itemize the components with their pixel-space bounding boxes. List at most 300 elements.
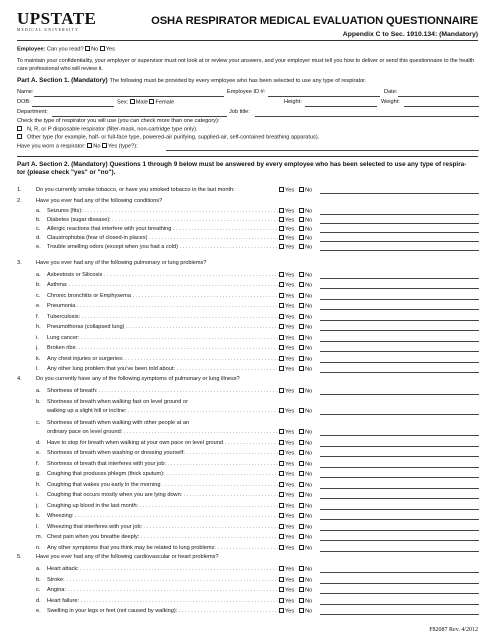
question-number: 3. (17, 260, 22, 266)
employee-read-row (17, 46, 115, 53)
sub-letter: a. (36, 272, 41, 278)
sub-question: Wheezing: . . . (47, 513, 279, 520)
sub-question: Tuberculosis: . . . (47, 314, 279, 321)
department-label: Department: (17, 109, 48, 115)
yes-label: Yes (285, 408, 295, 415)
sub-question: Any chest injuries or surgeries: . . . (47, 356, 279, 363)
male-checkbox[interactable] (130, 99, 135, 104)
yes-no-q3-1 (279, 282, 312, 289)
yes-no-q4-6 (279, 503, 312, 510)
yes-label: Yes (285, 503, 295, 510)
answer-line[interactable] (320, 309, 479, 310)
no-checkbox[interactable] (299, 208, 304, 213)
dob-field[interactable] (32, 106, 114, 107)
yes-label: Yes (285, 208, 295, 215)
yes-checkbox[interactable] (279, 314, 284, 319)
yes-label: Yes (285, 217, 295, 224)
respirator-type-a-checkbox[interactable] (17, 126, 22, 131)
no-checkbox[interactable] (299, 440, 304, 445)
question-number: 1. (17, 187, 22, 193)
yes-label: Yes (285, 314, 295, 321)
sub-letter: j. (36, 502, 39, 509)
sub-letter: d. (36, 235, 41, 242)
sub-question: Any other lung problem that you've been told about: . . . (47, 366, 279, 373)
answer-line[interactable] (320, 540, 479, 541)
employee-id-field[interactable] (268, 96, 380, 97)
yes-label: Yes (285, 461, 295, 468)
no-label: No (305, 608, 313, 615)
yes-checkbox[interactable] (279, 587, 284, 592)
yes-checkbox[interactable] (279, 388, 284, 393)
yes-checkbox[interactable] (279, 324, 284, 329)
yes-checkbox[interactable] (279, 577, 284, 582)
yes-label: Yes (285, 524, 295, 531)
sub-question-line1: Shortness of breath when walking with other people at an (47, 420, 190, 426)
answer-line[interactable] (320, 583, 479, 584)
question-number: 4. (17, 376, 22, 382)
no-checkbox[interactable] (299, 534, 304, 539)
sub-letter: f. (36, 460, 40, 467)
sub-letter: c. (36, 587, 41, 593)
yes-label: Yes (285, 235, 295, 242)
yes-checkbox[interactable] (279, 450, 284, 455)
yes-no-q3-2 (279, 293, 312, 300)
yes-checkbox[interactable] (279, 335, 284, 340)
no-checkbox[interactable] (299, 388, 304, 393)
answer-line[interactable] (320, 250, 479, 251)
yes-no-q5-1 (279, 577, 312, 584)
no-label: No (305, 513, 313, 520)
can-read-no-label: No (91, 46, 99, 53)
can-read-question: Can you read? (46, 46, 84, 53)
yes-no-q4-4 (279, 482, 312, 489)
part1-heading-row (17, 77, 366, 85)
yes-no-q2-3 (279, 235, 312, 242)
yes-label: Yes (285, 513, 295, 520)
yes-no-q4-1 (279, 450, 312, 457)
yes-label: Yes (285, 450, 295, 457)
sub-letter: b. (36, 282, 41, 289)
answer-line[interactable] (320, 278, 479, 279)
no-checkbox[interactable] (299, 482, 304, 487)
yes-checkbox[interactable] (279, 303, 284, 308)
worn-respirator-row (17, 143, 138, 150)
employee-id-label: Employee ID #: (227, 89, 266, 95)
document-subtitle: Appendix C to Sec. 1910.134: (Mandatory) (342, 31, 478, 38)
sub-question: Lung cancer: . . . (47, 335, 279, 342)
female-label: Female (155, 99, 175, 106)
no-checkbox[interactable] (299, 303, 304, 308)
sub-letter: j. (36, 345, 39, 352)
yes-label: Yes (285, 492, 295, 499)
no-label: No (305, 598, 313, 604)
no-label: No (305, 545, 313, 551)
answer-line[interactable] (320, 362, 479, 363)
yes-label: Yes (285, 429, 295, 436)
answer-line[interactable] (320, 488, 479, 489)
worn-respirator-yes-label: Yes (type?): (108, 143, 138, 150)
answer-line[interactable] (320, 299, 479, 300)
sub-question: Heart failure: . . . (47, 598, 279, 605)
sub-letter: e. (36, 303, 41, 310)
sub-letter: i. (36, 492, 39, 499)
worn-respirator-no-checkbox[interactable] (87, 143, 92, 148)
respirator-type-instruction: Check the type of respirator you will use (you can check more than one category): (17, 118, 220, 124)
answer-line[interactable] (320, 351, 479, 352)
no-label: No (305, 492, 313, 499)
answer-line[interactable] (320, 223, 479, 224)
no-checkbox[interactable] (299, 598, 304, 603)
yes-label: Yes (285, 534, 295, 541)
question-text: Do you currently have any of the following symptoms of pulmonary or lung illness? (36, 376, 240, 382)
weight-label: Weight: (381, 99, 400, 105)
answer-line[interactable] (320, 572, 479, 573)
dob-label: DOB: (17, 99, 31, 105)
yes-checkbox[interactable] (279, 226, 284, 231)
answer-line[interactable] (320, 519, 479, 520)
sub-letter: d. (36, 440, 41, 446)
yes-no-q3-7 (279, 345, 312, 352)
sub-letter: i. (36, 334, 39, 341)
sub-question: Broken ribs: . . . (47, 345, 279, 352)
yes-no-q4-0 (279, 440, 312, 447)
yes-label: Yes (285, 335, 295, 342)
name-field[interactable] (34, 96, 224, 97)
can-read-yes-checkbox[interactable] (100, 46, 105, 51)
sub-question: Pneumonia . . . (47, 303, 279, 310)
no-label: No (305, 282, 313, 289)
yes-checkbox[interactable] (279, 356, 284, 361)
no-checkbox[interactable] (299, 356, 304, 361)
yes-no-q4-b (279, 408, 312, 415)
yes-no-q4-9 (279, 534, 312, 541)
yes-checkbox[interactable] (279, 598, 284, 603)
no-label: No (305, 408, 313, 415)
yes-checkbox[interactable] (279, 208, 284, 213)
sub-letter: m. (36, 534, 43, 541)
question-number: 2. (17, 198, 22, 204)
answer-line[interactable] (320, 435, 479, 436)
yes-no-q5-4 (279, 608, 312, 615)
yes-checkbox[interactable] (279, 608, 284, 613)
no-checkbox[interactable] (299, 608, 304, 613)
answer-line[interactable] (320, 456, 479, 457)
yes-no-q3-3 (279, 303, 312, 310)
department-field[interactable] (52, 116, 227, 117)
answer-line[interactable] (320, 509, 479, 510)
yes-checkbox[interactable] (279, 293, 284, 298)
no-checkbox[interactable] (299, 314, 304, 319)
date-label: Date: (384, 89, 398, 95)
question-text: Have you ever had any of the following pulmonary or lung problems? (36, 260, 207, 266)
no-label: No (305, 324, 313, 331)
yes-checkbox[interactable] (279, 408, 284, 413)
no-checkbox[interactable] (299, 524, 304, 529)
no-checkbox[interactable] (299, 345, 304, 350)
logo-wordmark: UPSTATE (17, 9, 97, 28)
sub-letter: f. (36, 313, 40, 320)
yes-no-q1 (279, 187, 312, 194)
sub-letter: l. (36, 523, 39, 530)
respirator-type-b-checkbox[interactable] (17, 134, 22, 139)
answer-line[interactable] (320, 372, 479, 373)
yes-no-q5-0 (279, 566, 312, 573)
yes-checkbox[interactable] (279, 503, 284, 508)
no-label: No (305, 293, 313, 300)
sub-question: Swelling in your legs or feet (not caused by walking): . . . (47, 608, 279, 615)
no-label: No (305, 314, 313, 321)
sub-question: Wheezing that interferes with your job: . . . (47, 524, 279, 531)
answer-line[interactable] (320, 551, 479, 552)
section-divider (17, 156, 478, 157)
height-field[interactable] (305, 106, 377, 107)
yes-no-q5-3 (279, 598, 312, 605)
no-checkbox[interactable] (299, 217, 304, 222)
yes-label: Yes (285, 345, 295, 352)
yes-label: Yes (285, 324, 295, 331)
answer-line[interactable] (320, 467, 479, 468)
no-checkbox[interactable] (299, 324, 304, 329)
height-label: Height: (284, 99, 302, 105)
sub-letter: c. (36, 292, 41, 299)
can-read-yes-label: Yes (105, 46, 115, 53)
weight-field[interactable] (404, 106, 479, 107)
answer-line[interactable] (320, 414, 479, 415)
no-label: No (305, 587, 313, 594)
no-checkbox[interactable] (299, 187, 304, 192)
no-checkbox[interactable] (299, 244, 304, 249)
yes-checkbox[interactable] (279, 244, 284, 249)
no-checkbox[interactable] (299, 293, 304, 298)
question-text: Have you ever had any of the following cardiovascular or heart problems? (36, 554, 219, 560)
sub-letter: h. (36, 481, 41, 488)
sub-letter: a. (36, 566, 41, 572)
worn-respirator-question: Have you worn a respirator: (17, 143, 86, 150)
yes-checkbox[interactable] (279, 272, 284, 277)
date-field[interactable] (398, 96, 479, 97)
no-checkbox[interactable] (299, 566, 304, 571)
part1-intro: The following must be provided by every employee who has been selected to use any type of respirator. (109, 78, 367, 84)
no-checkbox[interactable] (299, 545, 304, 550)
respirator-type-field[interactable] (166, 150, 479, 151)
part1-heading: Part A. Section 1. (Mandatory) (17, 77, 108, 84)
sub-question: Asbestosis or Silicosis . . . (47, 272, 279, 279)
yes-checkbox[interactable] (279, 461, 284, 466)
yes-checkbox[interactable] (279, 524, 284, 529)
no-checkbox[interactable] (299, 513, 304, 518)
no-label: No (305, 335, 313, 342)
sub-question: Any other symptoms that you think may be related to lung problems: . . . (47, 545, 279, 552)
answer-line[interactable] (320, 320, 479, 321)
sub-question: Heart attack: . . . (47, 566, 279, 573)
yes-checkbox[interactable] (279, 534, 284, 539)
respirator-type-a-label: N, R, or P disposable respirator (filter-mask, non-cartridge type only). (27, 126, 198, 133)
no-checkbox[interactable] (299, 366, 304, 371)
name-label: Name: (17, 89, 34, 95)
yes-checkbox[interactable] (279, 429, 284, 434)
question-text: Do you currently smoke tobacco, or have you smoked tobacco in the last month: (36, 187, 235, 193)
sub-question: Allergic reactions that interfere with your breathing . . . (47, 226, 279, 233)
sub-question: Angina: . . . (47, 587, 279, 594)
sub-question: Coughing up blood in the last month: . . . (47, 503, 279, 510)
sub-letter: c. (36, 420, 41, 426)
female-checkbox[interactable] (149, 99, 154, 104)
sex-row (117, 99, 174, 106)
job-title-field[interactable] (255, 116, 479, 117)
no-checkbox[interactable] (299, 503, 304, 508)
yes-label: Yes (285, 388, 295, 395)
yes-checkbox[interactable] (279, 566, 284, 571)
no-label: No (305, 534, 313, 541)
yes-no-q3-9 (279, 366, 312, 373)
no-checkbox[interactable] (299, 226, 304, 231)
yes-checkbox[interactable] (279, 440, 284, 445)
sub-question-line2: ordinary pace on level ground: . . . (47, 429, 279, 436)
yes-checkbox[interactable] (279, 345, 284, 350)
yes-checkbox[interactable] (279, 217, 284, 222)
answer-line[interactable] (320, 477, 479, 478)
yes-no-q3-0 (279, 272, 312, 279)
sub-letter: g. (36, 471, 41, 478)
no-label: No (305, 461, 313, 468)
sub-question: Coughing that occurs mostly when you are lying down: . . . (47, 492, 279, 499)
yes-no-q2-2 (279, 226, 312, 233)
yes-no-q4-10 (279, 545, 312, 552)
no-checkbox[interactable] (299, 429, 304, 434)
no-checkbox[interactable] (299, 450, 304, 455)
answer-line[interactable] (320, 446, 479, 447)
no-label: No (305, 503, 313, 510)
respirator-type-b-row (17, 134, 319, 141)
yes-label: Yes (285, 303, 295, 310)
form-number: F82087 Rev. 4/2012 (429, 627, 478, 633)
sub-letter: e. (36, 244, 41, 251)
sex-label: Sex: (117, 99, 129, 106)
sub-question: Shortness of breath when washing or dressing yourself: . . . (47, 450, 279, 457)
yes-checkbox[interactable] (279, 471, 284, 476)
no-label: No (305, 577, 313, 583)
sub-question: Seizures (fits): . . . (47, 208, 279, 215)
yes-no-q4-3 (279, 471, 312, 478)
yes-checkbox[interactable] (279, 545, 284, 550)
yes-label: Yes (285, 356, 295, 363)
sub-question: Diabetes (sugar disease): . . . (47, 217, 279, 224)
answer-line[interactable] (320, 232, 479, 233)
answer-line[interactable] (320, 341, 479, 342)
no-checkbox[interactable] (299, 235, 304, 240)
no-label: No (305, 524, 313, 531)
yes-checkbox[interactable] (279, 366, 284, 371)
no-checkbox[interactable] (299, 282, 304, 287)
answer-line[interactable] (320, 614, 479, 615)
sub-letter: a. (36, 208, 41, 214)
no-checkbox[interactable] (299, 461, 304, 466)
sub-question-line2: walking up a slight hill or incline: . . . (47, 408, 279, 415)
yes-no-q4-a (279, 388, 312, 395)
sub-question: Have to stop for breath when walking at your own pace on level ground . . . (47, 440, 279, 447)
no-label: No (305, 450, 313, 457)
yes-label: Yes (285, 471, 295, 478)
answer-line[interactable] (320, 241, 479, 242)
yes-checkbox[interactable] (279, 492, 284, 497)
header-divider (17, 40, 478, 41)
yes-no-q2-0 (279, 208, 312, 215)
sub-question: Chronic bronchitis or Emphysema . . . (47, 293, 279, 300)
sub-letter: a. (36, 388, 41, 394)
sub-question: Stroke: . . . (47, 577, 279, 584)
no-checkbox[interactable] (299, 408, 304, 413)
answer-line[interactable] (320, 498, 479, 499)
no-label: No (305, 244, 313, 251)
answer-line[interactable] (320, 330, 479, 331)
yes-checkbox[interactable] (279, 513, 284, 518)
sub-letter: k. (36, 355, 41, 362)
answer-line[interactable] (320, 214, 479, 215)
sub-question: Claustrophobia (fear of closed-in places) . . . (47, 235, 279, 242)
answer-line[interactable] (320, 530, 479, 531)
no-checkbox[interactable] (299, 492, 304, 497)
yes-label: Yes (285, 293, 295, 300)
sub-letter: n. (36, 544, 41, 551)
answer-line[interactable] (320, 604, 479, 605)
upstate-logo (17, 10, 96, 32)
answer-line[interactable] (320, 193, 479, 194)
no-checkbox[interactable] (299, 335, 304, 340)
no-checkbox[interactable] (299, 471, 304, 476)
yes-checkbox[interactable] (279, 282, 284, 287)
sub-question: Chest pain when you breathe deeply: . . . (47, 534, 279, 541)
sub-question: Trouble smelling odors (except when you had a cold) . . . (47, 244, 279, 251)
no-label: No (305, 482, 313, 489)
yes-no-q4-c (279, 429, 312, 436)
answer-line[interactable] (320, 394, 479, 395)
yes-checkbox[interactable] (279, 187, 284, 192)
document-title: OSHA RESPIRATOR MEDICAL EVALUATION QUESTIONNAIRE (151, 15, 478, 27)
yes-label: Yes (285, 282, 295, 289)
answer-line[interactable] (320, 288, 479, 289)
yes-label: Yes (285, 587, 295, 594)
no-label: No (305, 272, 313, 279)
sub-question: Coughing that produces phlegm (thick sputum): . . . (47, 471, 279, 478)
respirator-type-a-row (17, 126, 198, 133)
no-label: No (305, 217, 313, 224)
yes-label: Yes (285, 440, 295, 447)
no-label: No (305, 208, 313, 215)
no-checkbox[interactable] (299, 577, 304, 582)
sub-letter: b. (36, 217, 41, 224)
can-read-no-checkbox[interactable] (85, 46, 90, 51)
yes-label: Yes (285, 482, 295, 489)
yes-checkbox[interactable] (279, 235, 284, 240)
part2-heading-line1: Part A. Section 2. (Mandatory) Questions 1 through 9 below must be answered by every employee who has been selected to use any type of respira- (17, 161, 467, 168)
confidentiality-notice: To maintain your confidentiality, your employer or supervisor must not look at or review your answers, and your employer must tell you how to deliver or send this questionnaire to the health care professional who will review it. (17, 58, 475, 72)
worn-respirator-no-label: No (93, 143, 101, 150)
answer-line[interactable] (320, 593, 479, 594)
yes-no-q3-4 (279, 314, 312, 321)
yes-label: Yes (285, 244, 295, 251)
sub-question: Pneumothorax (collapsed lung) . . . (47, 324, 279, 331)
sub-letter: c. (36, 226, 41, 233)
worn-respirator-yes-checkbox[interactable] (102, 143, 107, 148)
yes-no-q3-8 (279, 356, 312, 363)
no-checkbox[interactable] (299, 272, 304, 277)
yes-label: Yes (285, 366, 295, 373)
no-checkbox[interactable] (299, 587, 304, 592)
sub-letter: e. (36, 608, 41, 614)
sub-letter: h. (36, 324, 41, 331)
no-label: No (305, 235, 313, 242)
yes-checkbox[interactable] (279, 482, 284, 487)
